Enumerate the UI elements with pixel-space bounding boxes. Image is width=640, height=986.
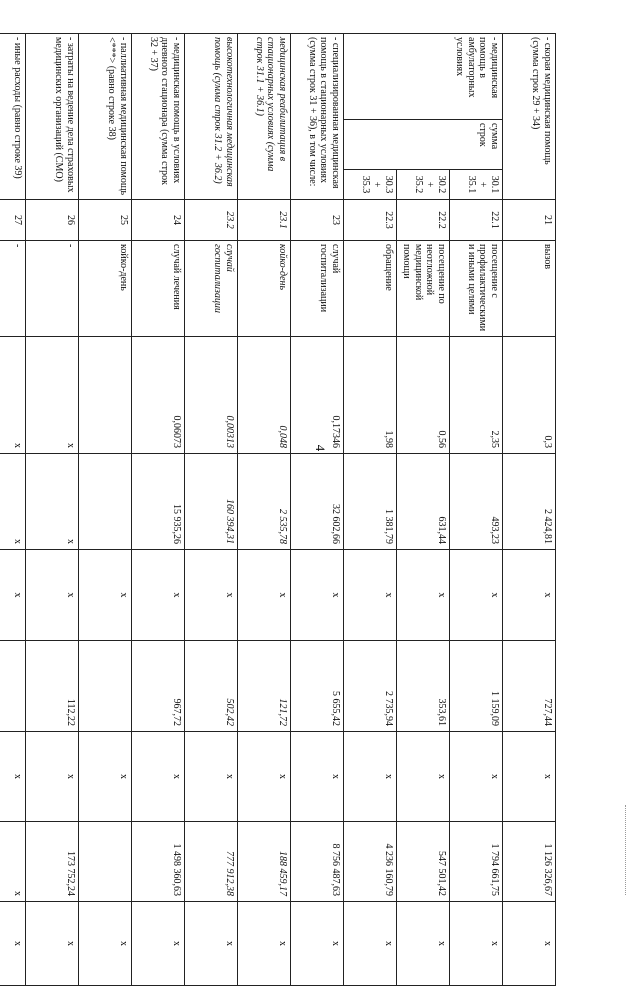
x-cell: x [26, 732, 79, 822]
per-capita-cell [0, 641, 26, 732]
row-name-cell: медицинская реабилитация в стационарных условиях (сумма строк 31.1 + 36.1) [238, 34, 291, 200]
x-cell: x [0, 550, 26, 641]
x-cell: x [185, 550, 238, 641]
cost-cell: 32 602,66 [291, 454, 344, 550]
x-cell: x [344, 902, 397, 986]
x-cell: x [238, 550, 291, 641]
row-name-cell: - иные расходы (равно строке 39) [0, 34, 26, 200]
table-row [79, 34, 132, 986]
x-cell: x [238, 902, 291, 986]
norm-cell: 0,3 [503, 337, 556, 454]
x-cell: x [503, 732, 556, 822]
cost-cell: 631,44 [397, 454, 450, 550]
unit-cell: обращение [344, 241, 397, 337]
norm-cell [79, 337, 132, 454]
x-cell: x [344, 732, 397, 822]
total-cell: 1 126 326,67 [503, 822, 556, 902]
sub-label-cell: сумма строк [344, 120, 503, 170]
row-name-cell: - паллиативная медицинская помощь <***> (равно строке 38) [79, 34, 132, 200]
per-capita-cell: 112,22 [26, 641, 79, 732]
x-cell: x [450, 902, 503, 986]
row-code-cell: 25 [79, 200, 132, 241]
unit-cell: койко-день [79, 241, 132, 337]
table-row [0, 34, 26, 986]
row-code-cell: 24 [132, 200, 185, 241]
row-code-cell: 22.3 [344, 200, 397, 241]
x-cell: x [503, 902, 556, 986]
table-row [503, 34, 556, 986]
page-edge-mark [625, 805, 629, 895]
per-capita-cell: 121,72 [238, 641, 291, 732]
table-row [291, 34, 344, 986]
unit-cell: койко-день [238, 241, 291, 337]
x-cell: x [503, 550, 556, 641]
table-row [238, 34, 291, 986]
unit-cell: - [0, 241, 26, 337]
x-cell: x [185, 902, 238, 986]
cost-cell: 15 935,26 [132, 454, 185, 550]
cost-cell: x [0, 454, 26, 550]
x-cell: x [397, 902, 450, 986]
norm-cell: x [0, 337, 26, 454]
row-code-cell: 23.1 [238, 200, 291, 241]
x-cell: x [26, 902, 79, 986]
unit-cell: посещение по неотложной медицинской помощи [397, 241, 450, 337]
total-cell: 1 498 360,63 [132, 822, 185, 902]
table-row [185, 34, 238, 986]
x-cell: x [79, 550, 132, 641]
per-capita-cell: 353,61 [397, 641, 450, 732]
x-cell: x [26, 550, 79, 641]
cost-cell: x [26, 454, 79, 550]
unit-cell: вызов [503, 241, 556, 337]
norm-cell: 1,98 [344, 337, 397, 454]
row-code-cell: 23.2 [185, 200, 238, 241]
per-capita-cell: 1 159,09 [450, 641, 503, 732]
row-code-cell: 22.1 [450, 200, 503, 241]
row-name-cell: высокотехнологичная медицинская помощь (сумма строк 31.2 + 36.2) [185, 34, 238, 200]
sub-code-cell: 30.2 + 35.2 [397, 170, 450, 200]
row-code-cell: 21 [503, 200, 556, 241]
x-cell: x [79, 732, 132, 822]
sub-code-cell: 30.3 + 35.3 [344, 170, 397, 200]
row-name-cell: - скорая медицинская помощь (сумма строк 29 + 34) [503, 34, 556, 200]
cost-cell: 160 394,31 [185, 454, 238, 550]
cost-cell: 1 381,79 [344, 454, 397, 550]
total-cell: 188 459,17 [238, 822, 291, 902]
rotated-table-container [12, 33, 556, 947]
x-cell: x [397, 732, 450, 822]
x-cell: x [397, 550, 450, 641]
row-code-cell: 26 [26, 200, 79, 241]
total-cell: 547 501,42 [397, 822, 450, 902]
cost-cell [79, 454, 132, 550]
total-cell: 1 794 661,75 [450, 822, 503, 902]
row-name-cell: - медицинская помощь в амбулаторных условиях [344, 34, 503, 120]
norm-cell: 0,56 [397, 337, 450, 454]
total-cell: x [0, 822, 26, 902]
x-cell: x [450, 732, 503, 822]
total-cell: 4 236 160,79 [344, 822, 397, 902]
x-cell: x [238, 732, 291, 822]
total-cell: 777 912,38 [185, 822, 238, 902]
norm-cell: x [26, 337, 79, 454]
table-row [450, 34, 503, 986]
unit-cell: случай лечения [132, 241, 185, 337]
x-cell: x [0, 902, 26, 986]
table-row [344, 34, 397, 986]
per-capita-cell: 5 655,42 [291, 641, 344, 732]
x-cell: x [132, 732, 185, 822]
cost-cell: 2 535,78 [238, 454, 291, 550]
per-capita-cell: 967,72 [132, 641, 185, 732]
x-cell: x [132, 902, 185, 986]
x-cell: x [291, 902, 344, 986]
norm-cell: 0,17346 [291, 337, 344, 454]
total-cell [79, 822, 132, 902]
total-cell: 8 756 487,63 [291, 822, 344, 902]
x-cell: x [0, 732, 26, 822]
cost-cell: 2 424,81 [503, 454, 556, 550]
row-name-cell: - специализированная медицинская помощь в стационарных условиях (сумма строк 31 + 36), в том числе: [291, 34, 344, 200]
sub-code-cell: 30.1 + 35.1 [450, 170, 503, 200]
x-cell: x [344, 550, 397, 641]
norm-cell: 0,048 [238, 337, 291, 454]
x-cell: x [132, 550, 185, 641]
row-name-cell: - медицинская помощь в условиях дневного стационара (сумма строк 32 + 37) [132, 34, 185, 200]
norm-cell: 2,35 [450, 337, 503, 454]
page-number: 4 [313, 444, 328, 452]
table-row [397, 34, 450, 986]
norm-cell: 0,06073 [132, 337, 185, 454]
row-code-cell: 22.2 [397, 200, 450, 241]
per-capita-cell: 2 735,94 [344, 641, 397, 732]
table-row [26, 34, 79, 986]
unit-cell: случай госпитализации [185, 241, 238, 337]
x-cell: x [79, 902, 132, 986]
x-cell: x [185, 732, 238, 822]
per-capita-cell [79, 641, 132, 732]
cost-cell: 493,23 [450, 454, 503, 550]
unit-cell: случай госпитализации [291, 241, 344, 337]
table-body [0, 34, 556, 986]
total-cell: 173 752,24 [26, 822, 79, 902]
table-row [132, 34, 185, 986]
row-name-cell: - затраты на ведение дела страховых медицинских организаций (СМО) [26, 34, 79, 200]
row-code-cell: 27 [0, 200, 26, 241]
per-capita-cell: 502,42 [185, 641, 238, 732]
x-cell: x [291, 732, 344, 822]
per-capita-cell: 727,44 [503, 641, 556, 732]
x-cell: x [450, 550, 503, 641]
norm-cell: 0,00313 [185, 337, 238, 454]
unit-cell: посещение с профилактическими и иными целями [450, 241, 503, 337]
unit-cell: - [26, 241, 79, 337]
row-code-cell: 23 [291, 200, 344, 241]
financing-table [0, 33, 556, 986]
x-cell: x [291, 550, 344, 641]
